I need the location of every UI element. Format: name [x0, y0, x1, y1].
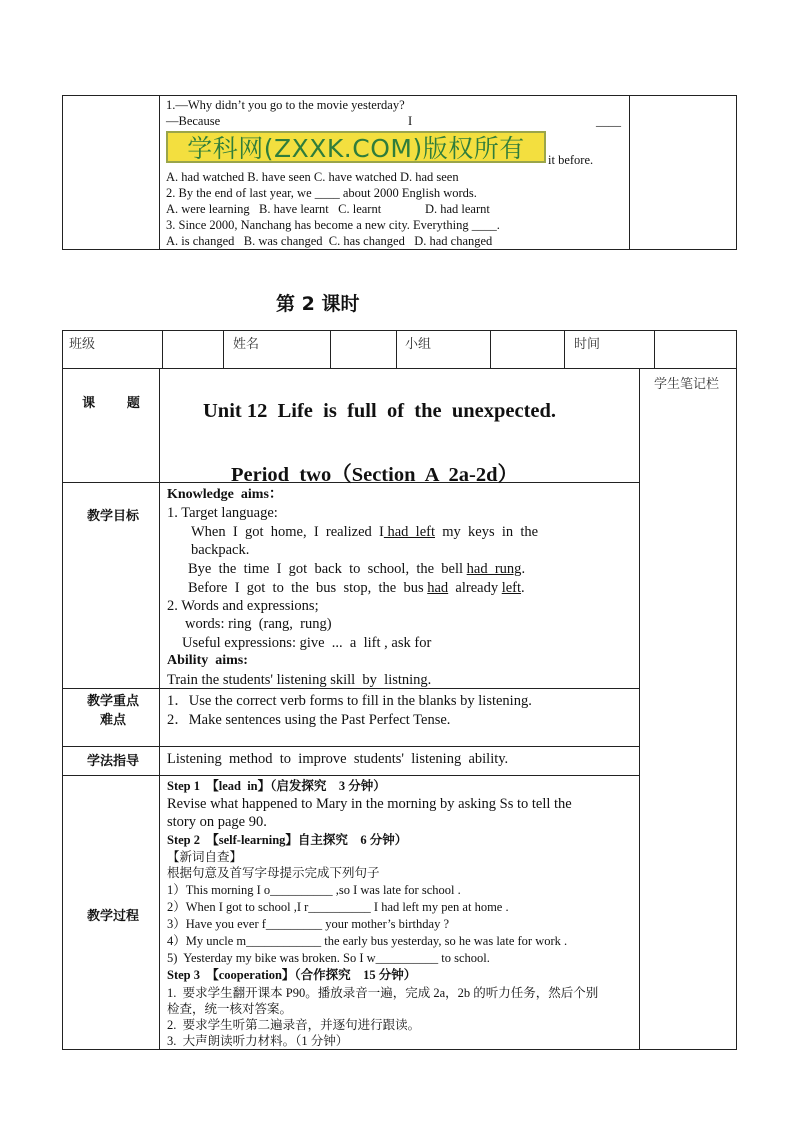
question-1-subject: I [408, 114, 413, 128]
lesson-period: Period two（Section A 2a-2d） [231, 464, 518, 486]
target-sentence-1: When I got home, I realized I had left my keys in the [191, 524, 539, 540]
question-1-because: —Because [166, 114, 221, 128]
step-2-instructions: 根据句意及首写字母提示完成下列句子 [167, 866, 380, 880]
step-3-heading: Step 3 【cooperation】（合作探究 15 分钟） [167, 968, 417, 982]
useful-expressions-line: Useful expressions: give ... a lift , ask for [182, 635, 432, 651]
topic-label: 课 题 [82, 396, 140, 411]
section-title: 第 2 课时 [276, 293, 360, 315]
question-1-tail: it before. [548, 153, 594, 167]
student-notes-label: 学生笔记栏 [654, 377, 720, 392]
time-label: 时间 [574, 337, 601, 352]
class-label: 班级 [69, 337, 96, 352]
key-point-1: 1．Use the correct verb forms to fill in the blanks by listening. [167, 693, 532, 709]
knowledge-aims-heading: Knowledge aims： [167, 487, 283, 502]
ability-aims-heading: Ability aims: [167, 653, 248, 668]
ability-aims-text: Train the students' listening skill by listning. [167, 672, 432, 688]
target-sentence-1-cont: backpack. [191, 542, 250, 558]
step-2-subheading: 【新词自查】 [167, 850, 243, 864]
question-2: 2. By the end of last year, we ____ about 2000 English words. [166, 186, 477, 200]
target-sentence-3: Before I got to the bus stop, the bus had already left. [188, 580, 525, 596]
words-line: words: ring (rang, rung) [185, 616, 332, 632]
group-label: 小组 [405, 337, 432, 352]
step-2-heading: Step 2 【self-learning】自主探究 6 分钟） [167, 833, 408, 847]
lesson-title: Unit 12 Life is full of the unexpected. [203, 400, 557, 422]
method-label: 学法指导 [86, 754, 139, 769]
cooperation-item-2: 2. 要求学生听第二遍录音，并逐句进行跟读。 [167, 1018, 421, 1032]
key-points-label: 教学重点 难点 [86, 694, 139, 728]
cooperation-item-3: 3. 大声朗读听力材料。（1 分钟） [167, 1034, 349, 1048]
words-heading: 2. Words and expressions; [167, 598, 319, 614]
step-1-text-cont: story on page 90. [167, 814, 267, 830]
question-1-blank: ____ [596, 114, 621, 128]
goals-label: 教学目标 [86, 509, 139, 524]
step-1-text: Revise what happened to Mary in the morning by asking Ss to tell the [167, 796, 572, 812]
question-3-options: A. is changed B. was changed C. has changed D. had changed [166, 234, 493, 248]
process-label: 教学过程 [86, 909, 139, 924]
question-1: 1.—Why didn’t you go to the movie yesterday? [166, 98, 405, 112]
name-label: 姓名 [233, 337, 260, 352]
question-3: 3. Since 2000, Nanchang has become a new city. Everything ____. [166, 218, 500, 232]
exercise-3: 3）Have you ever f_________ your mother’s birthday ? [167, 917, 449, 931]
step-1-heading: Step 1 【lead in】（启发探究 3 分钟） [167, 779, 386, 793]
cooperation-item-1-cont: 检查，统一核对答案。 [167, 1002, 293, 1016]
watermark-logo: 学科网(ZXXK.COM)版权所有 [166, 131, 546, 163]
target-language-heading: 1. Target language: [167, 505, 278, 521]
question-1-options: A. had watched B. have seen C. have watched D. had seen [166, 170, 459, 184]
exercise-1: 1）This morning I o__________ ,so I was late for school . [167, 883, 461, 897]
target-sentence-2: Bye the time I got back to school, the bell had rung. [188, 561, 526, 577]
cooperation-item-1: 1. 要求学生翻开课本 P90。播放录音一遍，完成 2a，2b 的听力任务，然后个别 [167, 986, 599, 1000]
exercise-5: 5) Yesterday my bike was broken. So I w__________ to school. [167, 951, 490, 965]
key-point-2: 2．Make sentences using the Past Perfect Tense. [167, 712, 451, 728]
method-text: Listening method to improve students' listening ability. [167, 751, 509, 767]
question-2-options: A. were learning B. have learnt C. learnt D. had learnt [166, 202, 490, 216]
exercise-2: 2）When I got to school ,I r__________ I had left my pen at home . [167, 900, 509, 914]
exercise-4: 4）My uncle m____________ the early bus yesterday, so he was late for work . [167, 934, 568, 948]
